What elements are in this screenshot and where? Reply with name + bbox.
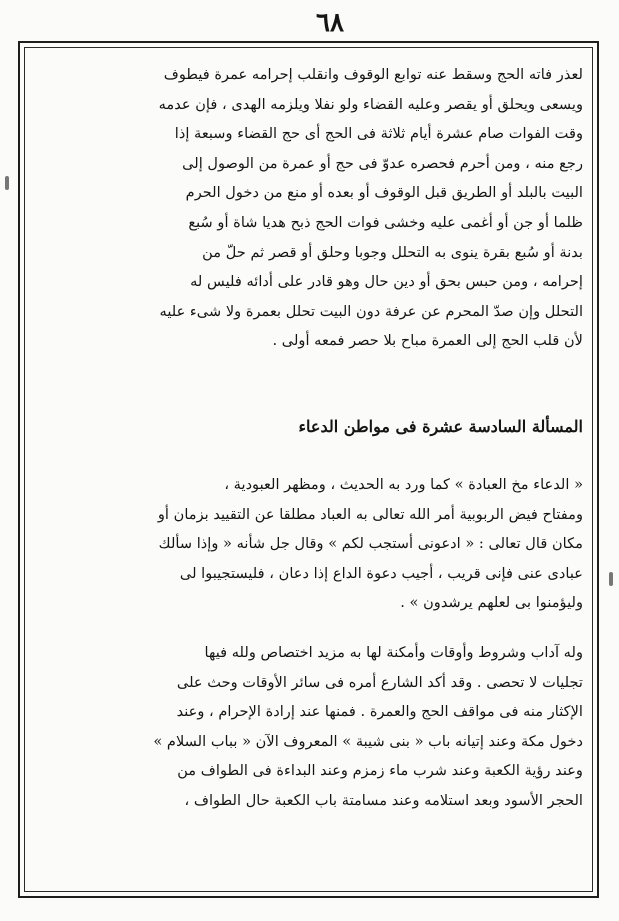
text-line: وعند رؤية الكعبة وعند شرب ماء زمزم وعند البداءة فى الطواف من [177,762,583,780]
text-line: دخول مكة وعند إتيانه باب « بنى شيبة » المعروف الآن « بباب السلام » [153,732,583,750]
text-line: مكان قال تعالى : « ادعونى أستجب لكم » وقال جل شأنه « وإذا سألك [158,535,583,553]
text-line: التحلل وإن صدّ المحرم عن عرفة دون البيت تحلل بعمرة ولا شىء عليه [159,302,583,320]
text-line: « الدعاء مخ العبادة » كما ورد به الحديث ، ومظهر العبودية ، [224,476,583,493]
text-line: تجليات لا تحصى . وقد أكد الشارع أمره فى سائر الأوقات وحث على [176,673,583,691]
margin-mark-right [609,572,613,586]
text-line: لعذر فاته الحج وسقط عنه توابع الوقوف وانقلب إحرامه عمرة فيطوف [163,66,583,83]
text-line: وقت الفوات صام عشرة أيام ثلاثة فى الحج أى حج القضاء وسبعة إذا [174,125,583,143]
margin-mark-left [5,176,9,190]
text-line: عبادى عنى فإنى قريب ، أجيب دعوة الداع إذا دعان ، فليستجيبوا لى [179,564,583,582]
text-line: رجع منه ، ومن أحرم فحصره عدوّ فى حج أو عمرة من الوصول إلى [182,154,583,172]
text-line: لأن قلب الحج إلى العمرة مباح بلا حصر فمعه أولى . [272,332,583,350]
text-line: بدنة أو سُبع بقرة ينوى به التحلل وجوبا وحلق أو قصر ثم حلّ من [202,243,583,261]
paragraph-supplication [34,470,583,618]
page-number: ٦٨ [316,8,344,38]
text-line: ومفتاح فيض الربوبية أمر الله تعالى به العباد مطلقا عن التقييد بزمان أو [157,505,583,523]
paragraph-etiquette [34,638,583,816]
text-line: وليؤمنوا بى لعلهم يرشدون » . [400,594,583,612]
text-line: ويسعى ويحلق أو يقصر وعليه القضاء ولو نفلا ويلزمه الهدى ، فإن عدمه [158,95,583,113]
paragraph-pilgrimage-rules [34,60,583,356]
text-line: الإكثار منه فى مواقف الحج والعمرة . فمنها عند إرادة الإحرام ، وعند [176,703,583,721]
text-line: وله آداب وشروط وأوقات وأمكنة لها به مزيد اختصاص ولله فيها [204,644,583,661]
section-heading: المسألة السادسة عشرة فى مواطن الدعاء [298,417,583,436]
text-line: الحجر الأسود وبعد استلامه وعند مسامتة باب الكعبة حال الطواف ، [184,791,583,809]
text-line: إحرامه ، ومن حبس بحق أو دين حال وهو قادر على أدائه فليس له [190,273,583,291]
text-line: البيت بالبلد أو الطريق قبل الوقوف أو بعده أو منع من دخول الحرم [185,184,583,202]
text-line: ظلما أو جن أو أغمى عليه وخشى فوات الحج ذبح هديا شاة أو سُبع [188,213,583,231]
